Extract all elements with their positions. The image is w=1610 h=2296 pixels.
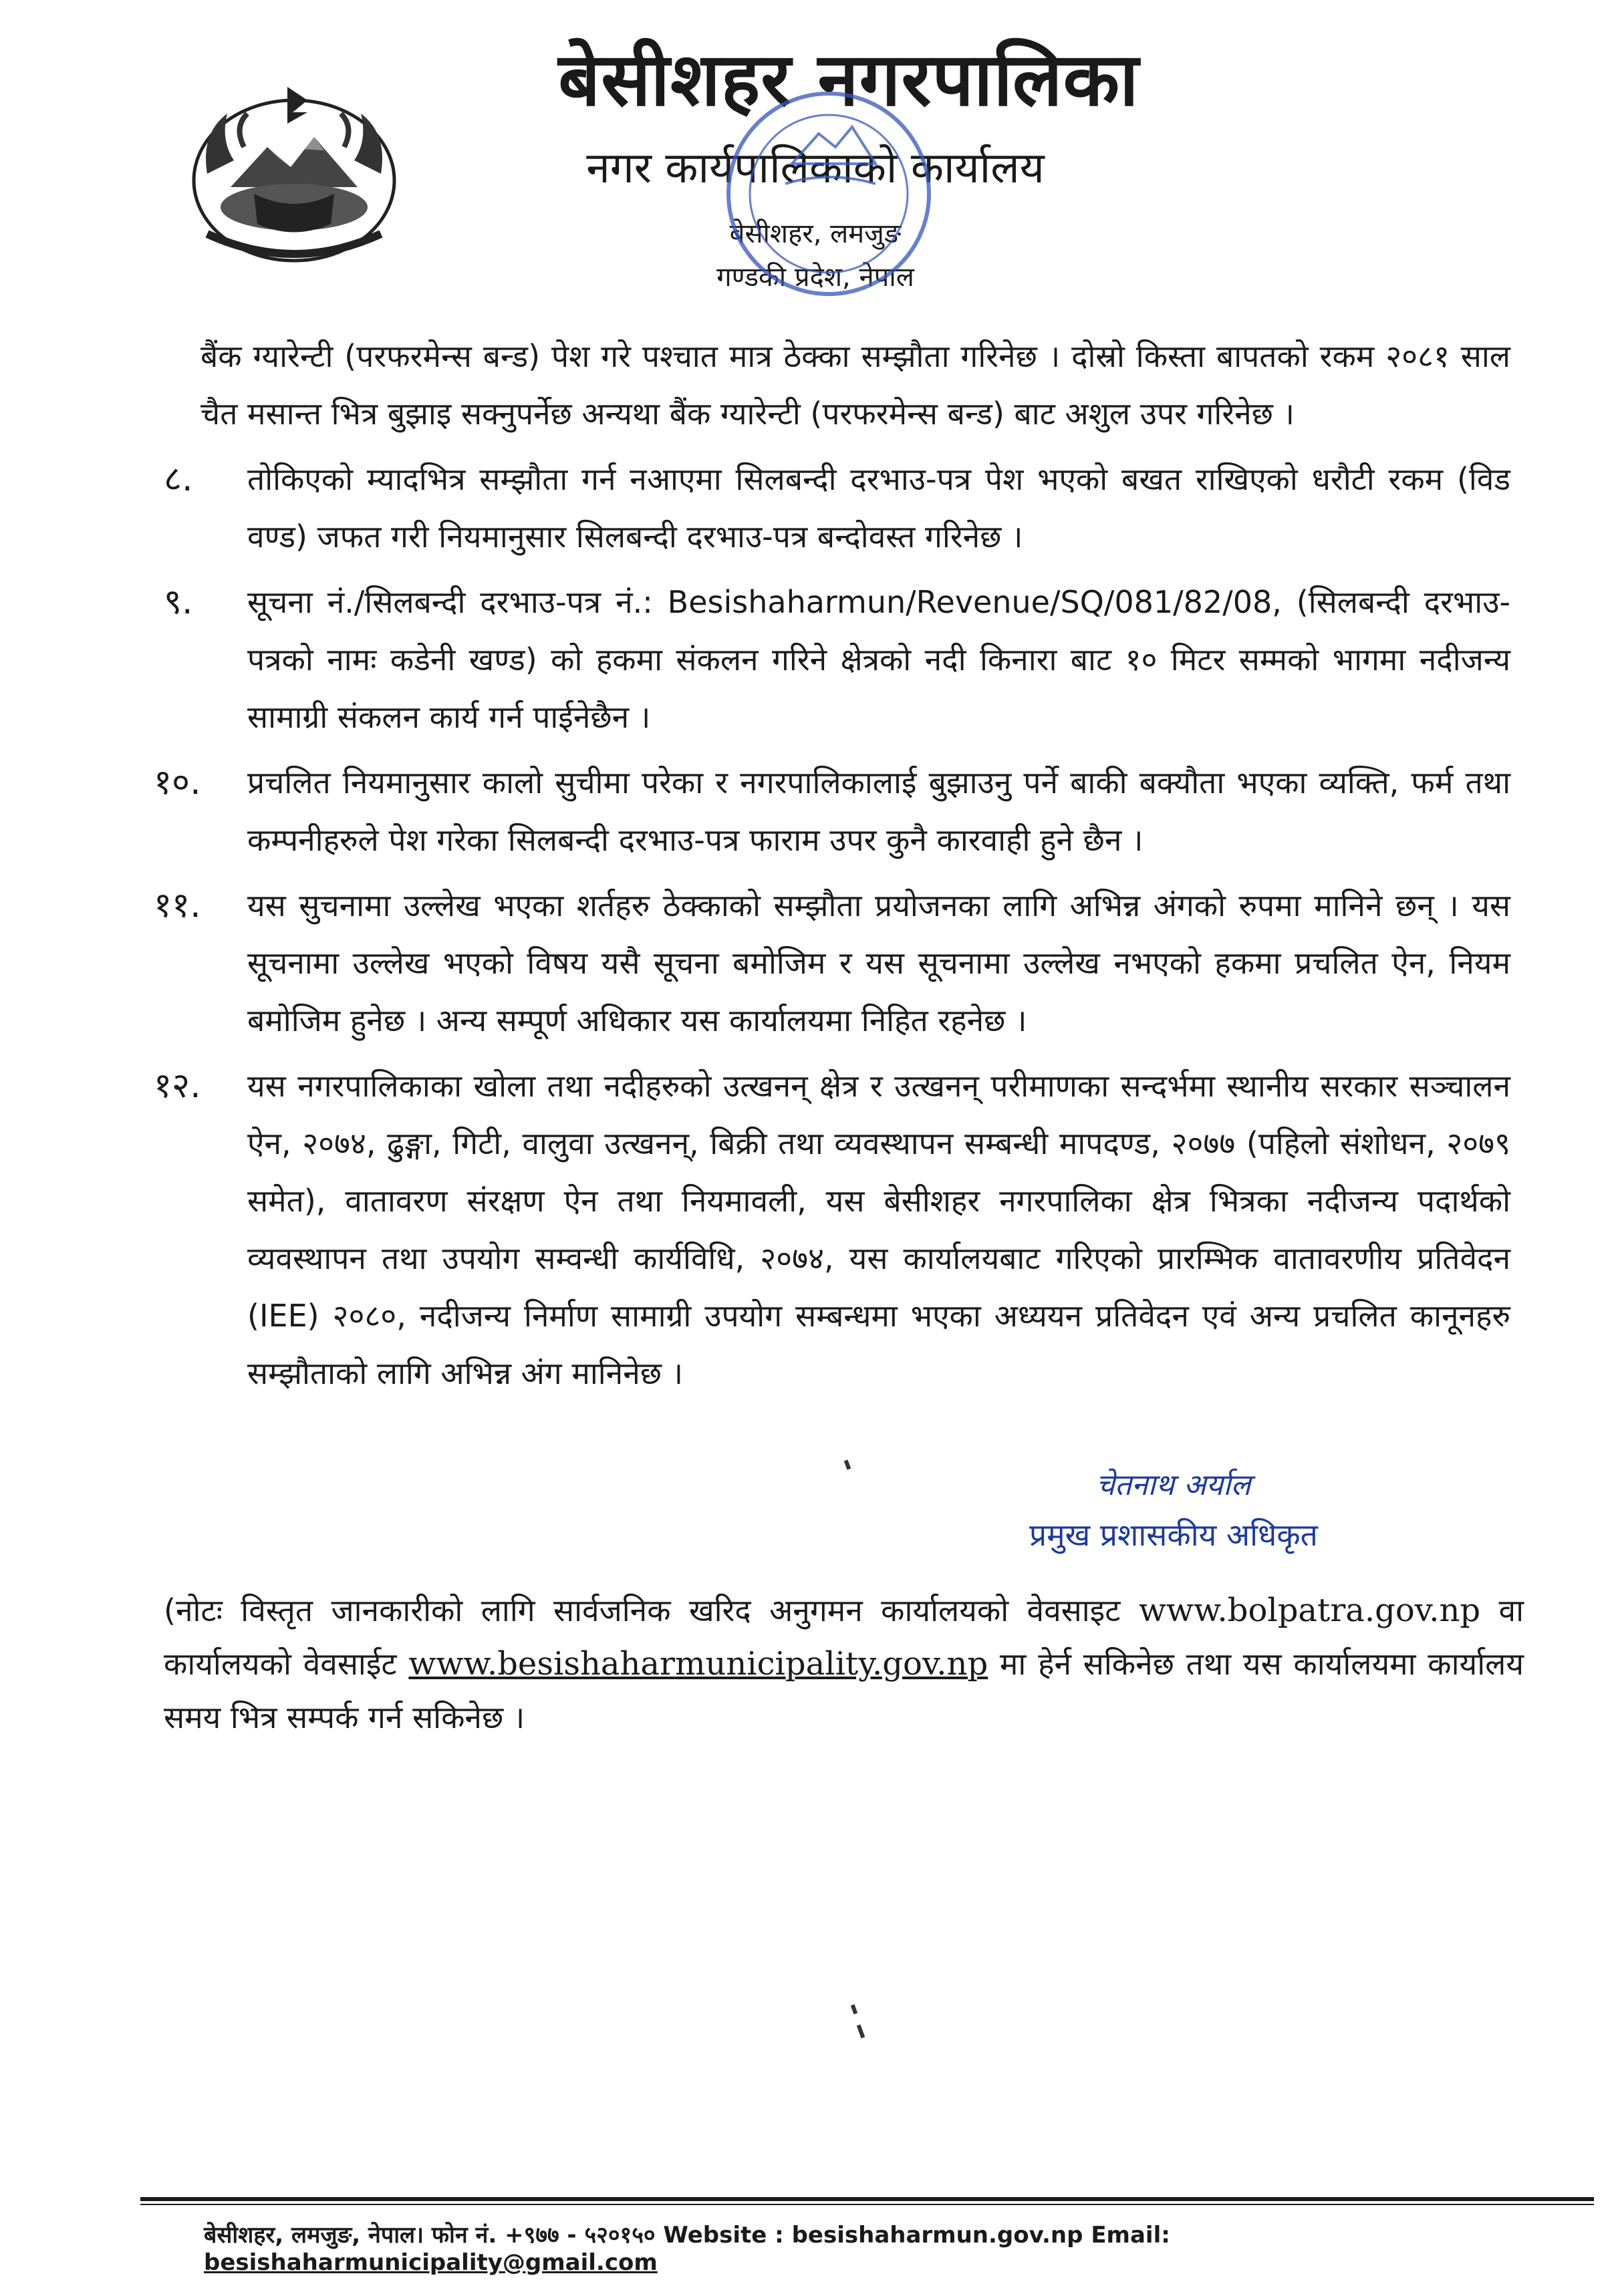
item-text: प्रचलित नियमानुसार कालो सुचीमा परेका र नगरपालिकालाई बुझाउनु पर्ने बाकी बक्यौता भएका व्यक्ति, फर्म तथा कम्पनीहरुले पेश गरेका सिलबन्दी दरभाउ-पत्र फाराम उपर कुनै कारवाही हुने छैन । bbox=[247, 764, 1510, 858]
continuation-paragraph: बैंक ग्यारेन्टी (परफरमेन्स बन्ड) पेश गरे पश्चात मात्र ठेक्का सम्झौता गरिनेछ । दोस्रो किस्ता बापतको रकम २०८१ साल चैत मसान्त भित्र बुझाइ सक्नुपर्नेछ अन्यथा बैंक ग्यारेन्टी (परफरमेन्स बन्ड) बाट अशुल उपर गरिनेछ । bbox=[200, 338, 1510, 432]
scan-mark bbox=[857, 2025, 865, 2039]
footer-divider-thin bbox=[140, 2204, 1594, 2205]
nepal-emblem-icon bbox=[180, 74, 408, 274]
footer-website[interactable]: Website : besishaharmun.gov.np bbox=[663, 2222, 1083, 2249]
item-text: यस नगरपालिकाका खोला तथा नदीहरुको उत्खनन् क्षेत्र र उत्खनन् परीमाणका सन्दर्भमा स्थानीय सरकार सञ्चालन ऐन, २०७४, ढुङ्गा, गिटी, वालुवा उत्खनन्, बिक्री तथा व्यवस्थापन सम्बन्धी मापदण्ड, २०७७ (पहिलो संशोधन, २०७९ समेत), वातावरण संरक्षण ऐन तथा नियमावली, यस बेसीशहर नगरपालिका क्षेत्र भित्रका नदीजन्य पदार्थको व्यवस्थापन तथा उपयोग सम्वन्धी कार्यविधि, २०७४, यस कार्यालयबाट गरिएको प्रारम्भिक वातावरणीय प्रतिवेदन (IEE) २०८०, नदीजन्य निर्माण सामाग्री उपयोग सम्बन्धमा भएका अध्ययन प्रतिवेदन एवं अन्य प्रचलित कानूनहरु सम्झौताको लागि अभिन्न अंग मानिनेछ । bbox=[247, 1068, 1510, 1391]
footer bbox=[204, 2218, 1540, 2276]
list-item bbox=[154, 1057, 1510, 1402]
footer-divider bbox=[140, 2197, 1594, 2201]
municipality-website-link[interactable]: www.besishaharmunicipality.gov.np bbox=[408, 1645, 988, 1683]
item-number: ८. bbox=[164, 459, 193, 499]
office-stamp-icon bbox=[718, 84, 939, 304]
item-number: ११. bbox=[154, 885, 201, 925]
note-paragraph bbox=[164, 1584, 1524, 1744]
note-suffix: मा हेर्न सकिनेछ तथा यस कार्यालयमा कार्यालय समय भित्र सम्पर्क गर्न सकिनेछ । bbox=[164, 1646, 1524, 1735]
address-line-2: गण्डकी प्रदेश, नेपाल bbox=[716, 262, 914, 293]
item-text: सूचना नं./सिलबन्दी दरभाउ-पत्र नं.: Besishaharmun/Revenue/SQ/081/82/08, (सिलबन्दी दरभाउ-पत्रको नामः कडेनी खण्ड) को हकमा संकलन गरिने क्षेत्रको नदी किनारा बाट १० मिटर सम्मको भागमा नदीजन्य सामाग्री संकलन कार्य गर्न पाईनेछैन । bbox=[247, 584, 1510, 735]
list-item bbox=[154, 877, 1510, 1049]
notice-body bbox=[154, 327, 1510, 1410]
item-number: १०. bbox=[154, 762, 201, 803]
office-name: नगर कार्यपालिकाको कार्यालय bbox=[586, 144, 1045, 193]
signatory-name: चेतनाथ अर्याल bbox=[1096, 1468, 1251, 1502]
note-prefix: (नोटः विस्तृत जानकारीको लागि सार्वजनिक खरिद अनुगमन कार्यालयको वेवसाइट bbox=[164, 1592, 1121, 1628]
address-line-1: बेसीशहर, लमजुङ bbox=[729, 219, 902, 249]
footer-email-label: Email: bbox=[1091, 2222, 1170, 2249]
note-middle: वा कार्यालयको वेवसाईट bbox=[164, 1592, 1524, 1682]
bolpatra-link[interactable]: www.bolpatra.gov.np bbox=[1138, 1592, 1481, 1629]
scan-mark bbox=[851, 2004, 857, 2014]
list-item bbox=[154, 754, 1510, 869]
organization-name: बेसीशहर नगरपालिका bbox=[558, 37, 1139, 122]
scan-mark bbox=[844, 1459, 851, 1469]
item-number: ९. bbox=[164, 582, 193, 622]
list-item bbox=[164, 573, 1510, 746]
footer-email-link[interactable]: besishaharmunicipality@gmail.com bbox=[204, 2249, 658, 2276]
item-text: तोकिएको म्यादभित्र सम्झौता गर्न नआएमा सिलबन्दी दरभाउ-पत्र पेश भएको बखत राखिएको धरौटी रकम (विड वण्ड) जफत गरी नियमानुसार सिलबन्दी दरभाउ-पत्र बन्दोवस्त गरिनेछ । bbox=[247, 461, 1510, 555]
footer-address: बेसीशहर, लमजुङ, नेपाल। फोन नं. +९७७ - ५२०१५० bbox=[204, 2222, 656, 2249]
item-number: १२. bbox=[154, 1066, 201, 1106]
list-item bbox=[164, 450, 1510, 565]
item-text: यस सुचनामा उल्लेख भएका शर्तहरु ठेक्काको सम्झौता प्रयोजनका लागि अभिन्न अंगको रुपमा मानिने छन् । यस सूचनामा उल्लेख भएको विषय यसै सूचना बमोजिम र यस सूचनामा उल्लेख नभएको हकमा प्रचलित ऐन, नियम बमोजिम हुनेछ । अन्य सम्पूर्ण अधिकार यस कार्यालयमा निहित रहनेछ । bbox=[247, 887, 1510, 1038]
signatory-title: प्रमुख प्रशासकीय अधिकृत bbox=[1029, 1517, 1318, 1553]
